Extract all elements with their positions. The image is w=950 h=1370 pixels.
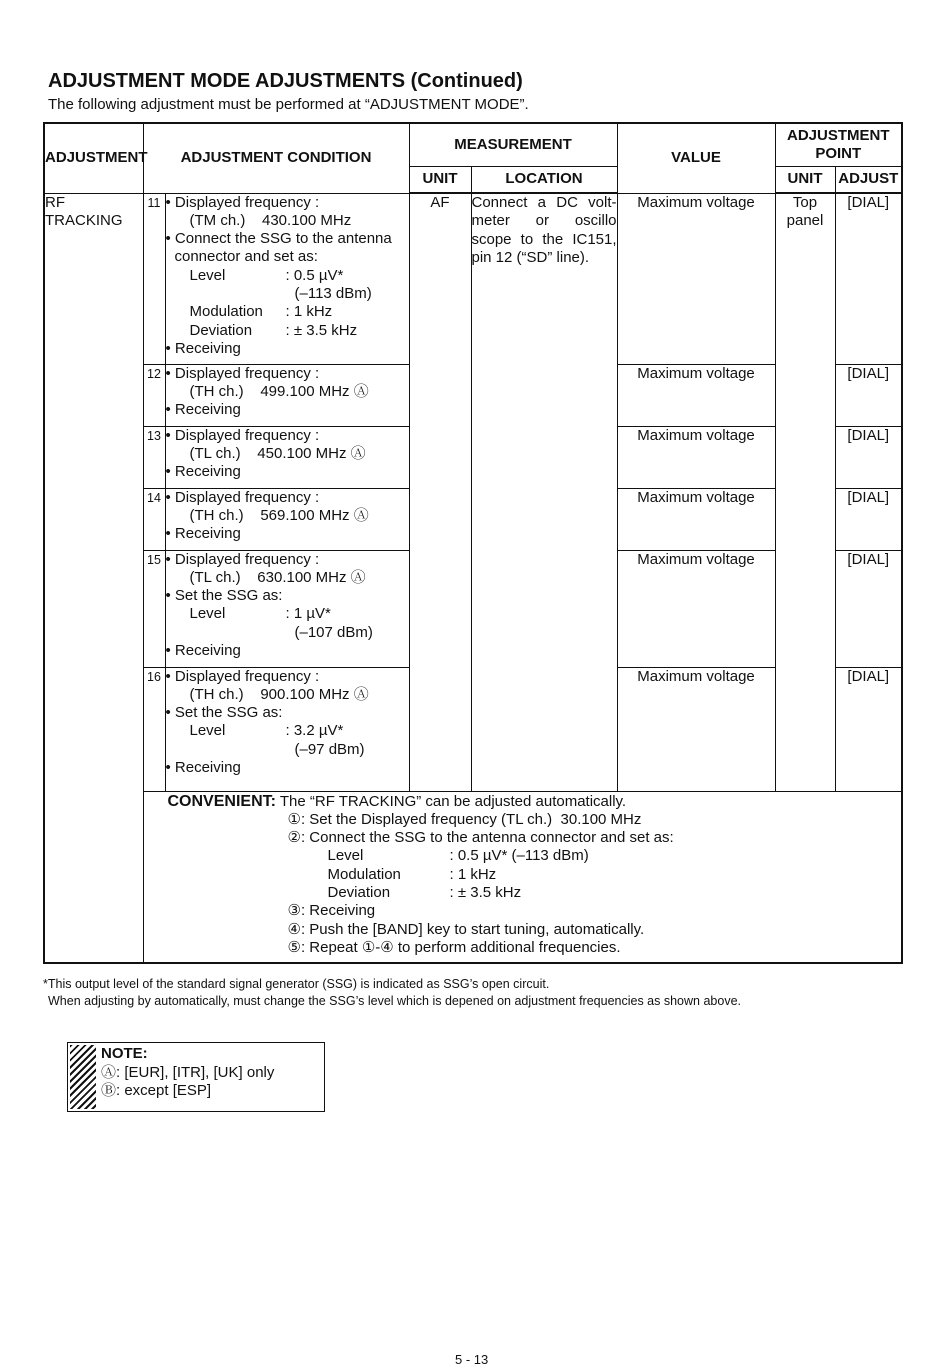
condition-line: • Displayed frequency : — [165, 193, 320, 211]
convenient-cell — [143, 791, 902, 963]
header-adjustment-point: ADJUSTMENT POINT — [775, 123, 902, 167]
header-condition: ADJUSTMENT CONDITION — [143, 123, 409, 193]
condition-cell — [165, 426, 409, 488]
condition-cell — [165, 550, 409, 667]
point-unit: Top panel — [775, 193, 835, 791]
header-adjustment: ADJUSTMENT — [44, 123, 143, 193]
header-adjust: ADJUST — [835, 167, 902, 194]
step-number: 12 — [143, 364, 165, 426]
convenient-step: ③: Receiving — [287, 902, 376, 920]
condition-line: (TH ch.) 569.100 MHz Ⓐ — [189, 506, 369, 524]
condition-line: • Displayed frequency : — [165, 426, 320, 444]
setting-key: Level — [327, 847, 364, 865]
step-number: 14 — [143, 488, 165, 550]
setting-key: Modulation — [189, 303, 263, 321]
adjust-cell: [DIAL] — [835, 426, 902, 488]
condition-line: (TH ch.) 499.100 MHz Ⓐ — [189, 382, 369, 400]
value-cell: Maximum voltage — [617, 426, 775, 488]
header-point-unit: UNIT — [775, 167, 835, 194]
step-number: 11 — [143, 193, 165, 364]
setting-subvalue: (–107 dBm) — [294, 623, 373, 641]
convenient-step: ④: Push the [BAND] key to start tuning, automatically. — [287, 920, 645, 938]
condition-line: • Receiving — [165, 401, 241, 419]
setting-value: : 1 µV* — [285, 605, 331, 623]
page-title: ADJUSTMENT MODE ADJUSTMENTS (Continued) — [48, 70, 523, 92]
setting-key: Modulation — [327, 865, 401, 883]
hatch-pattern — [70, 1045, 96, 1109]
step-number: 13 — [143, 426, 165, 488]
adjustment-name: RF TRACKING — [44, 193, 143, 963]
condition-line: • Displayed frequency : — [165, 550, 320, 568]
header-measurement: MEASUREMENT — [409, 123, 617, 167]
footnote — [43, 976, 741, 1010]
condition-line: • Set the SSG as: — [165, 587, 283, 605]
convenient-step: ⑤: Repeat ①-④ to perform additional frequencies. — [287, 938, 621, 956]
condition-line: • Connect the SSG to the antenna — [165, 230, 392, 248]
condition-line: • Receiving — [165, 525, 241, 543]
note-title: NOTE: — [101, 1045, 148, 1062]
measurement-unit: AF — [409, 193, 471, 791]
convenient-intro: The “RF TRACKING” can be adjusted automatically. — [279, 792, 627, 810]
setting-value: : 1 kHz — [285, 303, 333, 321]
footnote-line: When adjusting by automatically, must change the SSG’s level which is depened on adjustment frequencies as shown above. — [48, 994, 741, 1008]
condition-line: • Receiving — [165, 339, 241, 357]
condition-cell — [165, 193, 409, 364]
convenient-step: ①: Set the Displayed frequency (TL ch.) 30.100 MHz — [287, 810, 642, 828]
step-number: 16 — [143, 667, 165, 791]
footnote-line: *This output level of the standard signal generator (SSG) is indicated as SSG’s open circuit. — [43, 977, 550, 991]
setting-key: Level — [189, 722, 226, 740]
setting-value: : ± 3.5 kHz — [449, 883, 522, 901]
condition-line: (TM ch.) 430.100 MHz — [189, 211, 352, 229]
condition-line: • Receiving — [165, 641, 241, 659]
measurement-location: Connect a DC volt-meter or oscillo scope to the IC151, pin 12 (“SD” line). — [471, 193, 617, 791]
setting-value: : ± 3.5 kHz — [285, 321, 358, 339]
adjust-cell: [DIAL] — [835, 667, 902, 791]
adjust-cell: [DIAL] — [835, 488, 902, 550]
value-cell: Maximum voltage — [617, 193, 775, 364]
setting-value: : 0.5 µV* — [285, 266, 344, 284]
setting-subvalue: (–97 dBm) — [294, 740, 365, 758]
condition-line: • Displayed frequency : — [165, 488, 320, 506]
table-row — [44, 193, 902, 364]
note-item: Ⓑ: except [ESP] — [101, 1082, 212, 1099]
condition-line: connector and set as: — [174, 248, 318, 266]
setting-value: : 0.5 µV* (–113 dBm) — [449, 847, 589, 865]
condition-line: (TL ch.) 630.100 MHz Ⓐ — [189, 568, 366, 586]
note-item: Ⓐ: [EUR], [ITR], [UK] only — [101, 1063, 275, 1081]
header-location: LOCATION — [471, 167, 617, 194]
condition-line: • Displayed frequency : — [165, 667, 320, 685]
adjust-cell: [DIAL] — [835, 364, 902, 426]
value-cell: Maximum voltage — [617, 550, 775, 667]
adjust-cell: [DIAL] — [835, 193, 902, 364]
condition-line: • Set the SSG as: — [165, 704, 283, 722]
value-cell: Maximum voltage — [617, 667, 775, 791]
convenient-label: CONVENIENT: — [167, 792, 276, 810]
convenient-step: ②: Connect the SSG to the antenna connector and set as: — [287, 829, 674, 847]
condition-line: • Receiving — [165, 758, 241, 776]
condition-cell — [165, 364, 409, 426]
setting-subvalue: (–113 dBm) — [294, 284, 372, 302]
condition-line: • Displayed frequency : — [165, 364, 320, 382]
setting-value: : 1 kHz — [449, 865, 497, 883]
note-box — [67, 1042, 325, 1112]
page-number: 5 - 13 — [455, 1352, 489, 1367]
condition-cell — [165, 667, 409, 791]
condition-line: (TL ch.) 450.100 MHz Ⓐ — [189, 444, 366, 462]
header-unit: UNIT — [409, 167, 471, 194]
setting-key: Level — [189, 266, 226, 284]
condition-line: • Receiving — [165, 463, 241, 481]
page-subtitle: The following adjustment must be performed at “ADJUSTMENT MODE”. — [48, 96, 529, 113]
setting-key: Level — [189, 605, 226, 623]
value-cell: Maximum voltage — [617, 364, 775, 426]
condition-line: (TH ch.) 900.100 MHz Ⓐ — [189, 685, 369, 703]
setting-key: Deviation — [327, 883, 391, 901]
adjustment-table — [43, 122, 903, 964]
setting-value: : 3.2 µV* — [285, 722, 344, 740]
setting-key: Deviation — [189, 321, 253, 339]
value-cell: Maximum voltage — [617, 488, 775, 550]
header-value: VALUE — [617, 123, 775, 193]
condition-cell — [165, 488, 409, 550]
convenient-row — [44, 791, 902, 963]
step-number: 15 — [143, 550, 165, 667]
adjust-cell: [DIAL] — [835, 550, 902, 667]
